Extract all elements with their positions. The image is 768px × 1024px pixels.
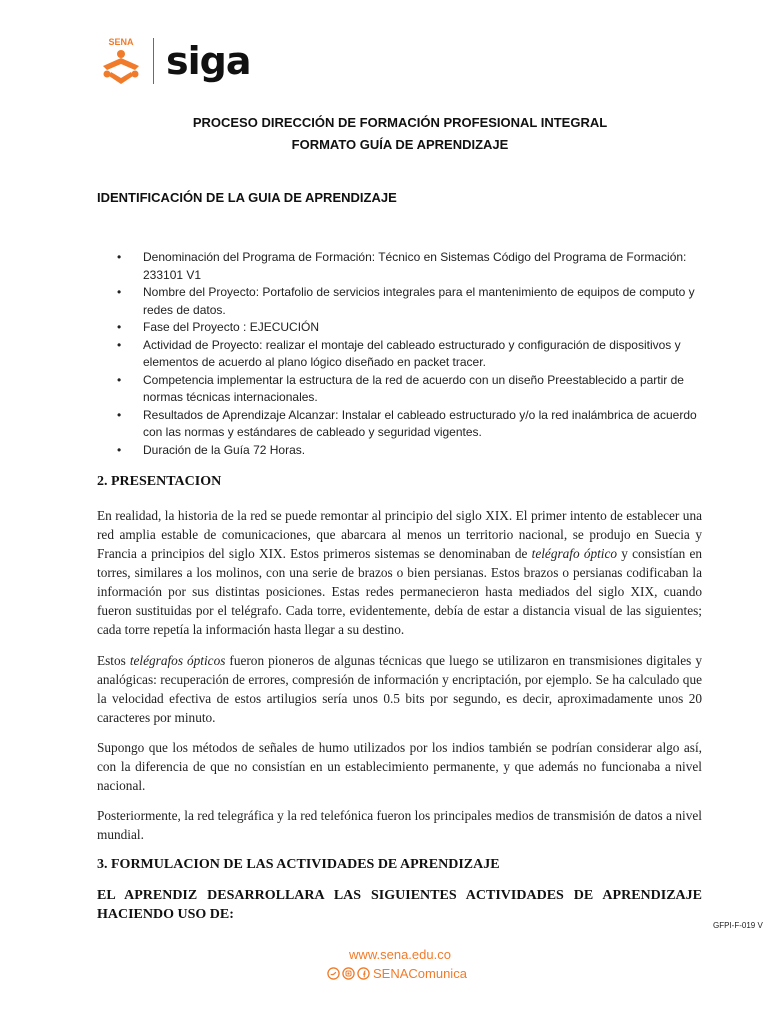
document-format-title: FORMATO GUÍA DE APRENDIZAJE bbox=[291, 137, 509, 152]
form-code: GFPI-F-019 V bbox=[713, 921, 763, 930]
activities-heading: 3. FORMULACION DE LAS ACTIVIDADES DE APRENDIZAJE bbox=[97, 857, 500, 872]
facebook-icon[interactable] bbox=[357, 967, 370, 980]
bullet-icon: • bbox=[117, 407, 122, 422]
presentation-paragraph-1: En realidad, la historia de la red se puede remontar al principio del siglo XIX. El primer intento de establecer una red amplia estable de comunicaciones, que abarcara al menos un territorio nacional, se produjo en Suecia y Francia a principios del siglo XIX. Estos primeros sistemas se denominaban de telégrafo óptico y consistían en torres, similares a los molinos, con una serie de brazos o bien persianas. Estos brazos o persianas codificaban la información por sus distintas posiciones. Estas redes permanecieron hasta mediados del siglo XIX, cuando fueron sustituidas por el telégrafo. Cada torre, evidentemente, debía de estar a distancia visual de las siguientes; cada torre repetía la información hasta llegar a su destino. bbox=[97, 508, 702, 637]
document-process-title: PROCESO DIRECCIÓN DE FORMACIÓN PROFESIONAL INTEGRAL bbox=[192, 115, 608, 130]
list-item: • Duración de la Guía 72 Horas. bbox=[97, 442, 707, 460]
siga-logo: siga bbox=[166, 39, 251, 83]
bullet-icon: • bbox=[117, 285, 122, 299]
footer-website-link[interactable]: www.sena.edu.co bbox=[349, 947, 451, 962]
list-item: • Nombre del Proyecto: Portafolio de servicios integrales para el mantenimiento de equipos de computo y redes de datos. bbox=[117, 285, 695, 317]
sena-logo bbox=[97, 36, 145, 86]
sena-logo-icon bbox=[97, 36, 145, 86]
identification-list bbox=[97, 249, 707, 459]
presentation-heading: 2. PRESENTACION bbox=[97, 474, 222, 489]
header-logo-bar bbox=[97, 34, 251, 88]
logo-divider bbox=[153, 38, 154, 84]
bullet-icon: • bbox=[117, 372, 122, 387]
twitter-icon[interactable] bbox=[327, 967, 340, 980]
bullet-icon: • bbox=[117, 320, 122, 334]
identification-heading: IDENTIFICACIÓN DE LA GUIA DE APRENDIZAJE bbox=[97, 190, 397, 205]
footer-social-handle[interactable]: SENAComunica bbox=[373, 966, 467, 981]
bullet-icon: • bbox=[117, 250, 122, 264]
activities-subheading: EL APRENDIZ DESARROLLARA LAS SIGUIENTES ACTIVIDADES DE APRENDIZAJE HACIENDO USO DE: bbox=[97, 888, 702, 922]
list-item: • Fase del Proyecto : EJECUCIÓN bbox=[97, 319, 707, 337]
presentation-paragraph-2: Estos telégrafos ópticos fueron pioneros de algunas técnicas que luego se utilizaron en transmisiones digitales y analógicas: recuperación de errores, compresión de información y encriptación, por ejemplo. Se ha calculado que la velocidad efectiva de estos artilugios sería unos 0.5 bits por segundo, es decir, aproximadamente unos 20 caracteres por minuto. bbox=[97, 653, 702, 725]
footer-social bbox=[327, 966, 467, 981]
bullet-icon: • bbox=[117, 337, 122, 352]
list-item: • Denominación del Programa de Formación: Técnico en Sistemas Código del Programa de Formación: 233101 V1 bbox=[117, 250, 687, 282]
bullet-icon: • bbox=[117, 442, 122, 457]
list-item: • Actividad de Proyecto: realizar el montaje del cableado estructurado y configuración de dispositivos y elementos de acuerdo al plano lógico diseñado en packet tracer. bbox=[117, 337, 681, 369]
list-item: • Resultados de Aprendizaje Alcanzar: Instalar el cableado estructurado y/o la red inalámbrica de acuerdo con las normas y estándares de cableado y seguridad vigentes. bbox=[117, 407, 697, 439]
social-icons bbox=[327, 967, 370, 980]
sena-logo-lettering: SENA bbox=[108, 37, 134, 47]
list-item: • Competencia implementar la estructura de la red de acuerdo con un diseño Preestablecido a partir de normas técnicas internacionales. bbox=[117, 372, 684, 404]
presentation-paragraph-3: Supongo que los métodos de señales de humo utilizados por los indios también se podrían considerar algo así, con la diferencia de que no consistían en un establecimiento permanente, y que además no funcionaba a nivel nacional. bbox=[97, 740, 702, 793]
instagram-icon[interactable] bbox=[342, 967, 355, 980]
presentation-paragraph-4: Posteriormente, la red telegráfica y la red telefónica fueron los principales medios de transmisión de datos a nivel mundial. bbox=[97, 808, 702, 842]
